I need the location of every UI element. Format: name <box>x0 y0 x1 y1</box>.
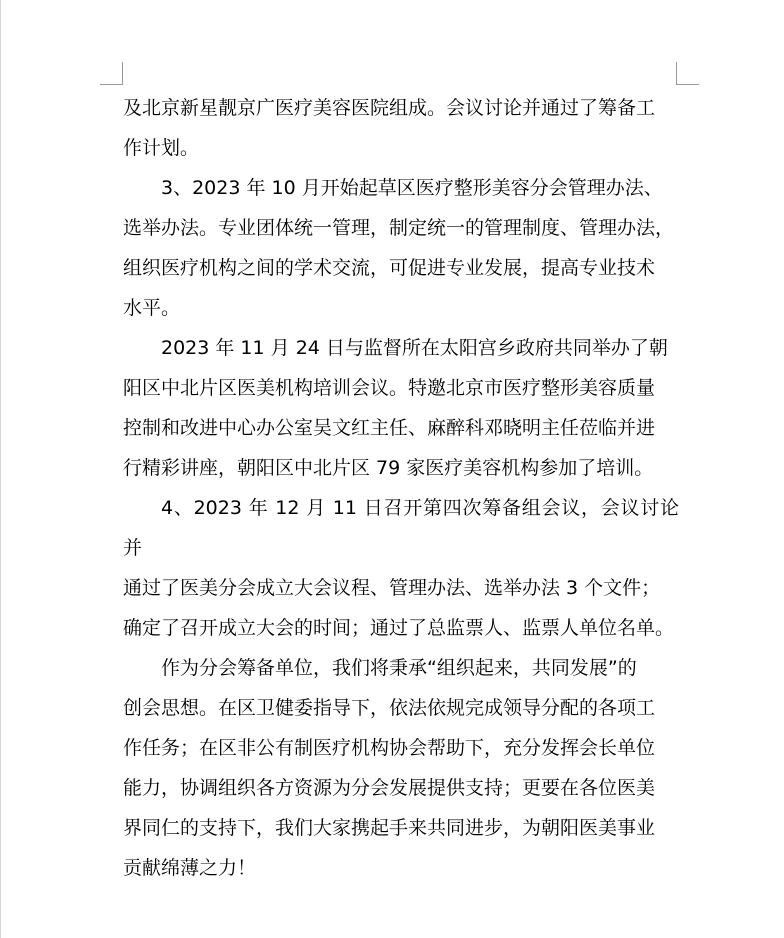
top-right-crop-mark <box>676 62 699 85</box>
paragraph-continued: 及北京新星靓京广医疗美容医院组成。会议讨论并通过了筹备工 作计划。 <box>123 97 656 159</box>
paragraph-conclusion: 作为分会筹备单位，我们将秉承“组织起来，共同发展”的 创会思想。在区卫健委指导下，依法依规完成领导分配的各项工 作任务；在区非公有制医疗机构协会帮助下，充分发挥会长单位 能力，协调组织各方资源为分会发展提供支持；更要在各位医美 界同仁的支持下，我们大家携起手来共同进步，为朝阳医美事业 贡献绵薄之力！ <box>123 657 656 879</box>
top-left-crop-mark <box>100 62 123 85</box>
paragraph-item-3: 3、2023 年 10 月开始起草区医疗整形美容分会管理办法、 选举办法。专业团体统一管理，制定统一的管理制度、管理办法， 组织医疗机构之间的学术交流，可促进专业发展，提高专业技术 水平。 <box>123 177 675 319</box>
document-body[interactable] <box>123 88 679 888</box>
paragraph-training-meeting: 2023 年 11 月 24 日与监督所在太阳宫乡政府共同举办了朝 阳区中北片区医美机构培训会议。特邀北京市医疗整形美容质量 控制和改进中心办公室吴文红主任、麻醉科邓晓明主任莅临并进 行精彩讲座，朝阳区中北片区 79 家医疗美容机构参加了培训。 <box>123 337 668 479</box>
paragraph-item-4: 4、2023 年 12 月 11 日召开第四次筹备组会议，会议讨论并 通过了医美分会成立大会议程、管理办法、选举办法 3 个文件； 确定了召开成立大会的时间；通过了总监票人、监票人单位名单。 <box>123 497 679 639</box>
